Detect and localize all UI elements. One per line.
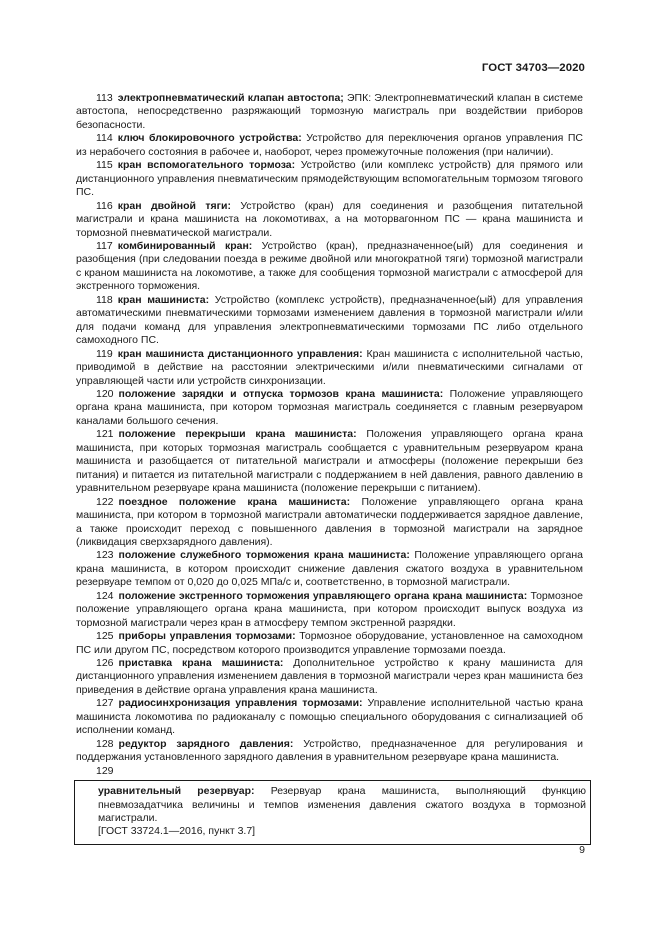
- term-entry: [79, 785, 586, 825]
- term-number: 118: [96, 293, 113, 306]
- term-title: приборы управления тормозами:: [118, 630, 296, 643]
- term-definition: Положение управляющего органа крана машиниста, в котором происходит снижение давления сжатого воздуха в уравнительном резервуаре темпом от 0,020 до 0,025 МПа/с и, соответственно, в тормозной магистрали.: [76, 549, 583, 589]
- term-definition: Положения управляющего органа крана машиниста, при которых тормозная магистраль сообщается с уравнительным резервуаром крана машиниста и разобщается от питательной магистрали и атмосферы (положение перекрыши без питания) и питается из питательной магистрали с поддержанием в ней давления, равного давлению в уравнительном резервуаре крана машиниста (положение перекрыши с питанием).: [76, 428, 583, 495]
- term-title: поездное положение крана машиниста:: [118, 495, 351, 508]
- term-definition: Положение управляющего органа крана машиниста, при котором тормозная магистраль соединяется с главным резервуаром каналами большого сечения.: [76, 387, 584, 427]
- term-entry: [76, 697, 583, 737]
- term-definition: Устройство для переключения органов управления ПС из нерабочего состояния в рабочее и, наоборот, через промежуточные положения (при наличии).: [76, 132, 583, 158]
- term-entry: [76, 132, 583, 159]
- term-number: 117: [96, 239, 113, 252]
- term-number: 121: [96, 428, 114, 441]
- term-number: 127: [96, 697, 114, 710]
- term-entry: [76, 294, 583, 348]
- term-definition: Резервуар крана машиниста, выполняющий функцию пневмозадатчика величины и темпов изменения давления сжатого воздуха в тормозной магистрали.: [98, 785, 586, 825]
- term-number: 129: [96, 764, 114, 777]
- term-definition: Кран машиниста с исполнительной частью, приводимой в действие на расстоянии электрическими и/или пневматическими сигналами от управляющей части или устройств синхронизации.: [76, 347, 583, 387]
- term-number: 123: [96, 549, 114, 562]
- term-number: 115: [96, 159, 113, 172]
- term-title: комбинированный кран:: [117, 239, 253, 252]
- term-definition: Устройство (или комплекс устройств) для прямого или дистанционного управления пневматическим прямодействующим вспомогательным тормозом тягового ПС.: [76, 159, 583, 199]
- term-definition: Тормозное оборудование, установленное на самоходном ПС или другом ПС, посредством которого производится управление тормозами поезда.: [76, 630, 583, 656]
- term-entry: [76, 428, 583, 495]
- term-entry: [76, 240, 583, 294]
- source-reference: [ГОСТ 33724.1—2016, пункт 3.7]: [98, 825, 256, 838]
- term-definition: Устройство, предназначенное для регулирования и поддержания установленного зарядного давления в уравнительном резервуаре крана машиниста.: [76, 737, 583, 764]
- term-title: электропневматический клапан автостопа;: [117, 92, 344, 104]
- term-entry: [76, 92, 583, 132]
- term-entry: [76, 738, 583, 765]
- term-number: 122: [96, 495, 114, 508]
- term-number: 120: [96, 387, 114, 400]
- term-entry: [76, 200, 583, 240]
- term-title: уравнительный резервуар:: [98, 785, 255, 798]
- term-title: положение зарядки и отпуска тормозов крана машиниста:: [118, 387, 444, 400]
- term-entry: [76, 496, 583, 550]
- term-number: 114: [96, 132, 113, 145]
- term-title: радиосинхронизация управления тормозами:: [118, 697, 363, 710]
- term-title: ключ блокировочного устройства:: [117, 132, 302, 145]
- term-entry: [76, 348, 583, 388]
- term-entry: [76, 657, 583, 697]
- page-number: 9: [579, 844, 585, 856]
- term-definition: Устройство (комплекс устройств), предназначенное(ый) для управления автоматическими пневматическими тормозами изменением давления в тормозной магистрали и/или для подачи команд для управления электропневматическими тормозами ПС либо отдельного самоходного ПС.: [76, 293, 583, 347]
- term-number: 113: [96, 92, 113, 104]
- term-title: кран машиниста:: [117, 293, 210, 306]
- term-title: кран двойной тяги:: [117, 199, 231, 212]
- term-entry: [76, 159, 583, 199]
- term-definition: Положение управляющего органа крана машиниста, при котором в тормозной магистрали автоматически поддерживается зарядное давление, а также происходит переход с повышенного давления в тормозной магистрали на зарядное (ликвидация сверхзарядного давления).: [76, 495, 584, 548]
- term-definition: ЭПК: Электропневматический клапан в системе автостопа, непосредственно разряжающий тормозную магистраль при воздействии приборов безопасности.: [76, 92, 583, 131]
- term-number: 124: [96, 589, 114, 602]
- term-definition: Устройство (кран) для соединения и разобщения питательной магистрали и крана машиниста на локомотивах, а на моторвагонном ПС — крана машиниста и тормозной пневматической магистрали.: [76, 199, 583, 239]
- term-entry: [76, 388, 583, 428]
- term-definition: Управление исполнительной частью крана машиниста локомотива по радиоканалу с помощью специального оборудования с сигнализацией об исполнении команд.: [76, 697, 584, 737]
- term-entry: [76, 630, 583, 657]
- term-definition: Дополнительное устройство к крану машиниста для дистанционного управления изменением давления в тормозной магистрали через кран машиниста без приведения в действие органа управления крана машиниста.: [76, 657, 583, 696]
- referenced-term-box: [74, 780, 591, 845]
- term-title: редуктор зарядного давления:: [118, 737, 294, 750]
- term-entry: [76, 549, 583, 589]
- term-title: приставка крана машиниста:: [118, 657, 284, 670]
- terms-list: [76, 92, 586, 845]
- term-title: кран машиниста дистанционного управления:: [117, 347, 363, 360]
- term-entry: [76, 590, 583, 630]
- term-title: положение экстренного торможения управляющего органа крана машиниста:: [118, 589, 528, 602]
- term-number: 125: [96, 630, 114, 643]
- term-number: 126: [96, 657, 114, 670]
- term-number: 119: [96, 347, 113, 360]
- term-number: 116: [96, 199, 113, 212]
- term-title: положение служебного торможения крана машиниста:: [118, 549, 410, 562]
- term-title: положение перекрыши крана машиниста:: [118, 428, 357, 441]
- term-definition: Тормозное положение управляющего органа крана машиниста, при котором происходит выпуск воздуха из тормозной магистрали через кран в атмосферу темпом экстренной разрядки.: [76, 589, 583, 629]
- standard-header: ГОСТ 34703—2020: [481, 62, 585, 74]
- term-definition: Устройство (кран), предназначенное(ый) для соединения и разобщения (при следовании поезда в режиме двойной или многократной тяги) тормозной магистрали с краном машиниста на локомотиве, а также для сообщения тормозной магистрали с атмосферой для экстренного торможения.: [76, 239, 583, 293]
- term-number: 128: [96, 737, 114, 750]
- term-title: кран вспомогательного тормоза:: [117, 159, 296, 172]
